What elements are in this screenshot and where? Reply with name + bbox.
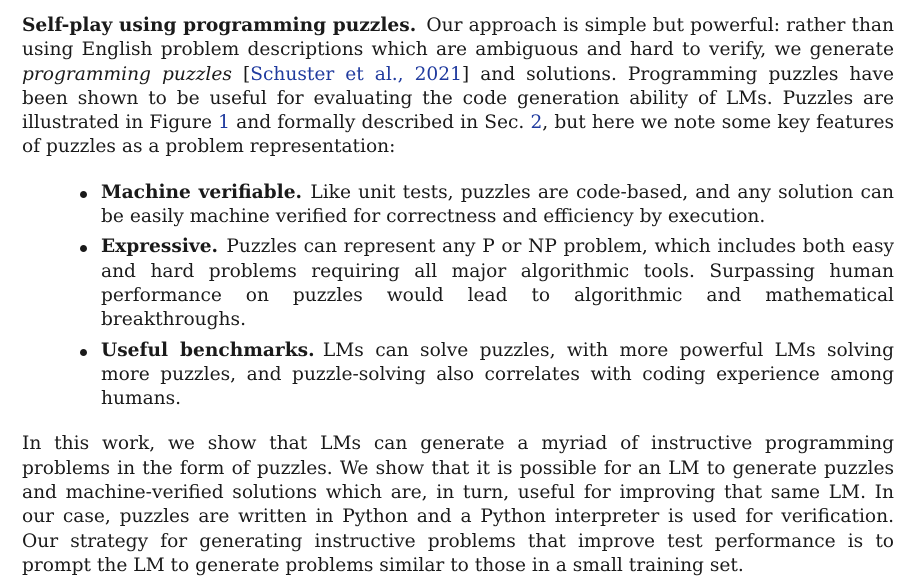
list-item-useful-benchmarks [22,339,894,412]
figure-ref-link[interactable]: 1 [218,112,231,134]
citation-link[interactable]: Schuster et al., 2021 [250,63,462,85]
bullet-heading: Machine verifiable. [101,181,303,203]
programming-puzzles-emphasis: programming puzzles [22,63,232,85]
intro-text-2: [ [231,63,251,85]
bullet-icon [80,349,87,356]
bullet-icon [80,191,87,198]
list-item-machine-verifiable [22,181,894,230]
bullet-heading: Expressive. [101,236,218,258]
intro-text-4: and formally described in Sec. [230,112,531,134]
bullet-text: LMs can solve puzzles, with more powerful LMs solving more puzzles, and puzzle-solving also correlates with coding experience among humans. [101,339,894,410]
closing-paragraph: In this work, we show that LMs can generate a myriad of instructive programming problems in the form of puzzles. We show that it is possible for an LM to generate puzzles and machine-verified solutions which are, in turn, useful for improving that same LM. In our case, puzzles are written in Python and a Python interpreter is used for verification. Our strategy for generating instructive problems that improve test performance is to prompt the LM to generate problems similar to those in a small training set. [22,433,894,576]
list-item-expressive [22,235,894,332]
run-in-heading: Self-play using programming puzzles. [22,15,417,36]
intro-text-1: Our approach is simple but powerful: rather than using English problem descriptions which are ambiguous and hard to verify, we generate [22,15,894,61]
intro-text-3: ] and solutions. Programming puzzles have been shown to be useful for evaluating the code generation ability of LMs. Puzzles are illustrated in Figure [22,63,895,134]
bullet-text: Like unit tests, puzzles are code-based, and any solution can be easily machine verified for correctness and efficiency by execution. [101,181,894,228]
feature-list [22,181,894,412]
intro-text-5: , but here we note some key features of puzzles as a problem representation: [22,112,895,158]
section-ref-link[interactable]: 2 [530,112,543,134]
bullet-heading: Useful benchmarks. [101,339,315,361]
bullet-text: Puzzles can represent any P or NP problem, which includes both easy and hard problems requiring all major algorithmic tools. Surpassing human performance on puzzles would lead to algorithmic and mathematical breakthroughs. [101,236,894,331]
bullet-icon [80,245,87,252]
intro-paragraph [22,14,894,160]
paper-excerpt [22,14,894,578]
